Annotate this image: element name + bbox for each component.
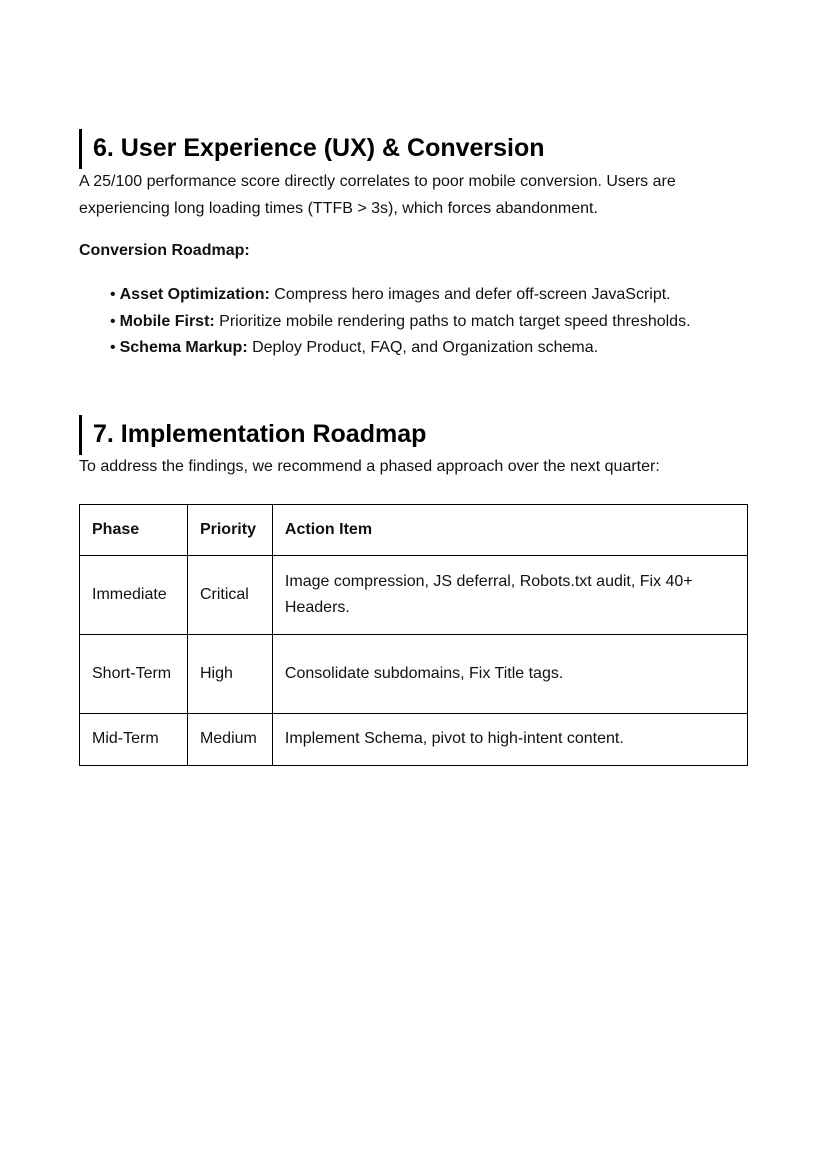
cell-priority: Critical xyxy=(187,556,272,635)
table-row xyxy=(80,714,748,766)
section-heading-ux-conversion: 6. User Experience (UX) & Conversion xyxy=(79,129,545,169)
bullet-text: Prioritize mobile rendering paths to match target speed thresholds. xyxy=(214,312,691,330)
table-row xyxy=(80,635,748,714)
bullet-term: Schema Markup: xyxy=(119,339,248,356)
bullet-term: Mobile First: xyxy=(119,312,215,330)
conversion-roadmap-label: Conversion Roadmap: xyxy=(79,242,250,259)
bullet-text: Compress hero images and defer off-screen JavaScript. xyxy=(269,286,671,303)
cell-phase: Mid-Term xyxy=(80,714,188,766)
list-item xyxy=(110,282,691,309)
cell-action-item: Implement Schema, pivot to high-intent content. xyxy=(272,714,747,766)
cell-action-item: Image compression, JS deferral, Robots.txt audit, Fix 40+ Headers. xyxy=(272,556,747,635)
bullet-icon: • xyxy=(110,312,116,330)
list-item xyxy=(110,335,691,362)
bullet-icon: • xyxy=(110,339,116,356)
cell-action-item: Consolidate subdomains, Fix Title tags. xyxy=(272,635,747,714)
cell-phase: Short-Term xyxy=(80,635,188,714)
column-header-priority: Priority xyxy=(187,505,272,556)
column-header-action-item: Action Item xyxy=(272,505,747,556)
cell-priority: High xyxy=(187,635,272,714)
table-header-row xyxy=(80,505,748,556)
cell-phase: Immediate xyxy=(80,556,188,635)
table-row xyxy=(80,556,748,635)
bullet-term: Asset Optimization: xyxy=(119,286,270,303)
column-header-phase: Phase xyxy=(80,505,188,556)
conversion-roadmap-list xyxy=(110,282,691,362)
cell-priority: Medium xyxy=(187,714,272,766)
implementation-roadmap-table xyxy=(79,504,748,766)
bullet-text: Deploy Product, FAQ, and Organization schema. xyxy=(247,339,599,356)
ux-intro-paragraph: A 25/100 performance score directly correlates to poor mobile conversion. Users are experiencing long loading times (TTFB > 3s), which forces abandonment. xyxy=(79,173,676,217)
bullet-icon: • xyxy=(110,286,116,303)
implementation-intro-paragraph: To address the findings, we recommend a phased approach over the next quarter: xyxy=(79,458,660,475)
section-heading-implementation-roadmap: 7. Implementation Roadmap xyxy=(79,415,426,455)
list-item xyxy=(110,309,691,336)
